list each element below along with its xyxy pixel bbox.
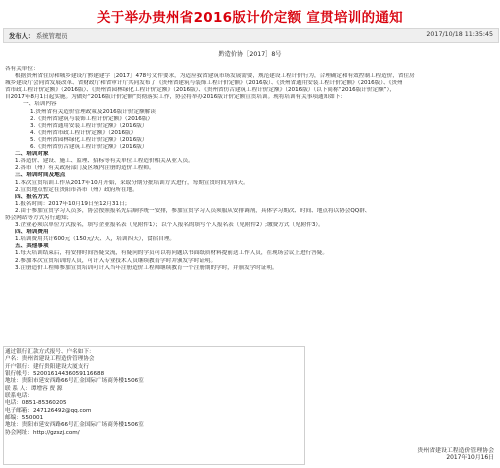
contact-line: 协会网址：http://gzszj.com/ xyxy=(5,429,80,436)
body-line: 各有关单位： xyxy=(5,66,39,72)
body-line: 3.企业必须以单位方式报名，填写企业报名表（见附件1）；以个人报名的填写个人报名表（见附件2）;缴费方式（见附件3）。 xyxy=(15,222,324,229)
body-line: 省市政工程计价定额》（2016版）、《贵州省园林绿化工程计价定额》（2016版）、《贵州省仿古建筑工程计价定额》（2016版）（以下简称“2016版计价定额”）， xyxy=(5,87,395,94)
publish-datetime: 2017/10/18 11:35:45 xyxy=(426,31,493,38)
body-line: 根据贵州省住房和城乡建设厅黔建建字［2017］478号文件要求，为适应我省建筑市场发展需要，规范建设工程计价行为，合理确定和有效控制工程造价，省住房 xyxy=(15,73,415,80)
signature-date: 2017年10月16日 xyxy=(446,455,494,462)
body-line: 6.《贵州省仿古建筑工程计价定额》（2016版） xyxy=(30,144,148,151)
body-line: 5.《贵州省园林绿化工程计价定额》（2016版） xyxy=(30,136,148,143)
body-line: 1.报名时间：2017年10月19日至12月31日； xyxy=(15,200,131,207)
body-line: 1.本次宣贯培训工作从2017年10月开始，采取分期分批培训方式进行，每期宣贯时间为四天。 xyxy=(15,179,249,186)
section-heading: 四、培训费用 xyxy=(15,229,49,236)
contact-line: 联 系 人：谭增容 贾 源 xyxy=(5,385,63,392)
contact-info xyxy=(5,349,301,437)
section-heading: 二、培训对象 xyxy=(15,151,49,158)
contact-line: 户名：贵州省建设工程造价管理协会 xyxy=(5,356,95,363)
body-line: 2.宣贯地点暂定在贵阳市各市（州）政府所在地。 xyxy=(15,186,138,193)
contact-line: 开户银行：建行贵阳建设大厦支行 xyxy=(5,363,89,370)
signature-block xyxy=(417,448,494,463)
body-line: 3.《贵州省通用安装工程计价定额》（2016版） xyxy=(30,122,148,129)
section-heading: 四、报名方式 xyxy=(15,193,49,200)
body-line: 2.《贵州省建筑与装饰工程计价定额》（2016版） xyxy=(30,115,154,122)
section-heading: 五、其他事项 xyxy=(15,243,49,250)
body-line: 4.《贵州省市政工程计价定额》（2016版） xyxy=(30,129,137,136)
body-line: 1.各造价、建设、施工、监理、招标等有关单位工程造价相关从业人员。 xyxy=(15,158,194,165)
body-line: 一、培训内容 xyxy=(23,101,57,108)
contact-line: 联系电话： xyxy=(5,393,33,400)
body-line: 2.各市（州）有关政府部门及区域内注册的造价工程师。 xyxy=(15,165,155,172)
contact-line: 地址：贵阳市延安西路66号汇金国际广场商务楼1506室 xyxy=(5,422,144,429)
body-line: 1.贵州省有关造价管理政策及2016版计价定额解读 xyxy=(30,108,156,115)
body-line: 2.参加本次宣贯培训的人员，可计入专业技术人员继续教育学时并颁发学时证明。 xyxy=(15,257,217,264)
body-line: 1.每天培训结束后，将安排时间答疑交流，有疑问的学员可以将问题以书面纸质材料提前送工作人员，在现场会议上进行答疑。 xyxy=(15,250,328,257)
contact-line: 银行帐号：52001614436059116688 xyxy=(5,371,105,378)
signature-org: 贵州省建设工程造价管理协会 xyxy=(417,448,494,454)
contact-line: 电话：0851-85360205 xyxy=(5,400,67,407)
body-line: 城乡建设厅会同省发展改革、省财政厅和省审计厅共同发布了《贵州省建筑与装饰工程计价定额》（2016版）、《贵州省通用安装工程计价定额》（2016版）、《贵州 xyxy=(5,80,403,87)
article-title: 关于举办贵州省2016版计价定额 宣贯培训的通知 xyxy=(97,10,403,26)
body-line: 2.由于参加宣贯学习人员多，协会按照报名先后顺序统一安排，参加宣贯学习人员须服从安排调剂，具体学习期次、时间、地点将以协会QQ群、 xyxy=(15,207,371,214)
section-heading: 三、培训时间及地点 xyxy=(15,172,66,179)
document-number: 黔造价协［2017］8号 xyxy=(218,51,282,58)
article-body xyxy=(5,66,495,272)
body-line: 3.注册造价工程师参加宣贯培训可计入当年注册造价工程师继续教育一个注册期的学时，并颁发学时证明。 xyxy=(15,264,278,271)
article-meta-bar xyxy=(3,28,499,43)
contact-line: 地址：贵阳市延安西路66号汇金国际广场商务楼1506室 xyxy=(5,378,144,385)
contact-line: 邮编：550001 xyxy=(5,415,44,422)
contact-line: 电子邮箱：247126492@qq.com xyxy=(5,407,92,414)
publisher-name: 系统管理员 xyxy=(36,33,68,40)
publisher-label: 发布人： xyxy=(9,33,35,40)
body-line: 自2017年8月1日起实施。为做好“2016版计价定额”贯彻落实工作，协会将举办2016版计价定额宣贯培训。现将培训有关事项通知如下： xyxy=(5,94,346,101)
body-line: 1.培训费用共计600元（150元/天、人，培训四天），食宿自理。 xyxy=(15,236,176,243)
contact-line: 通过银行汇款方式报号、户名如下： xyxy=(5,349,95,355)
body-line: 协会网站等方式另行通知； xyxy=(5,214,73,221)
